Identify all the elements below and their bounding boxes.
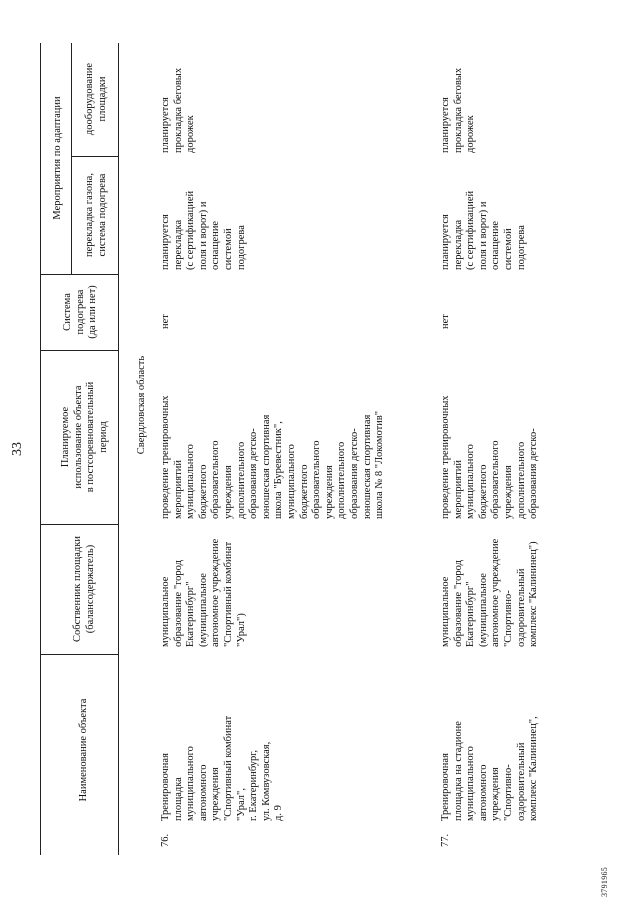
- row-77-owner: муниципальное образование "город Екатеринбург" (муниципальное автономное учреждение "Спортивно- оздоровительный комплекс "Калининец"): [440, 538, 540, 647]
- header-object-name: Наименование объекта: [78, 698, 89, 802]
- row-77-usage: проведение тренировочных мероприятий муниципального бюджетного образовательного учреждения дополнительного образования детско-: [440, 395, 540, 519]
- row-77-lawn: планируется перекладка (с сертификацией поля и ворот) и оснащение системой подогрева: [440, 190, 527, 270]
- row-76-equipment: планируется прокладка беговых дорожек: [160, 67, 197, 153]
- table-top-border: [40, 43, 41, 855]
- row-76-lawn: планируется перекладка (с сертификацией поля и ворот) и оснащение системой подогрева: [160, 190, 247, 270]
- row-76-number: 76.: [160, 833, 171, 847]
- header-bottom-border: [118, 43, 119, 855]
- header-lawn-heating: перекладка газона, система подогрева: [84, 173, 108, 257]
- region-label: Свердловская область: [136, 355, 147, 455]
- row-77-heating: нет: [440, 314, 451, 329]
- row-76-object-name: Тренировочная площадка муниципального автономного учреждения "Спортивный комбинат "Урал", г. Екатеринбург, ул. Комвузовская, д. 9: [160, 715, 285, 821]
- row-77-equipment: планируется прокладка беговых дорожек: [440, 67, 477, 153]
- row-77-object-name: Тренировочная площадка на стадионе муниципального автономного учреждения "Спортивно- оздоровительный комплекс "Калининец",: [440, 716, 540, 821]
- page-number: 33: [10, 442, 25, 456]
- row-76-usage: проведение тренировочных мероприятий муниципального бюджетного образовательного учреждения дополнительного образования детско- юношеская спортивная школа "Буревестник", муниципального бюджетного образовательного учреждения дополнительного образования детско- юношеская спортивная школа № 8 "Локомотив": [160, 395, 386, 519]
- header-planned-usage: Планируемое использование объекта в постсоревновательный период: [60, 381, 109, 493]
- measures-subheader-line: [71, 43, 72, 275]
- header-heating-system: Система подогрева (да или нет): [62, 285, 99, 339]
- row-76-heating: нет: [160, 314, 171, 329]
- header-owner: Собственник площадки (балансодержатель): [72, 536, 96, 642]
- header-site-equipment: дооборудование площадки: [84, 62, 108, 136]
- header-adaptation-measures: Мероприятия по адаптации: [52, 96, 63, 220]
- row-76-owner: муниципальное образование "город Екатеринбург" (муниципальное автономное учреждение "Спортивный комбинат "Урал"): [160, 538, 247, 647]
- document-code: 3791965: [600, 866, 609, 897]
- row-77-number: 77.: [440, 833, 451, 847]
